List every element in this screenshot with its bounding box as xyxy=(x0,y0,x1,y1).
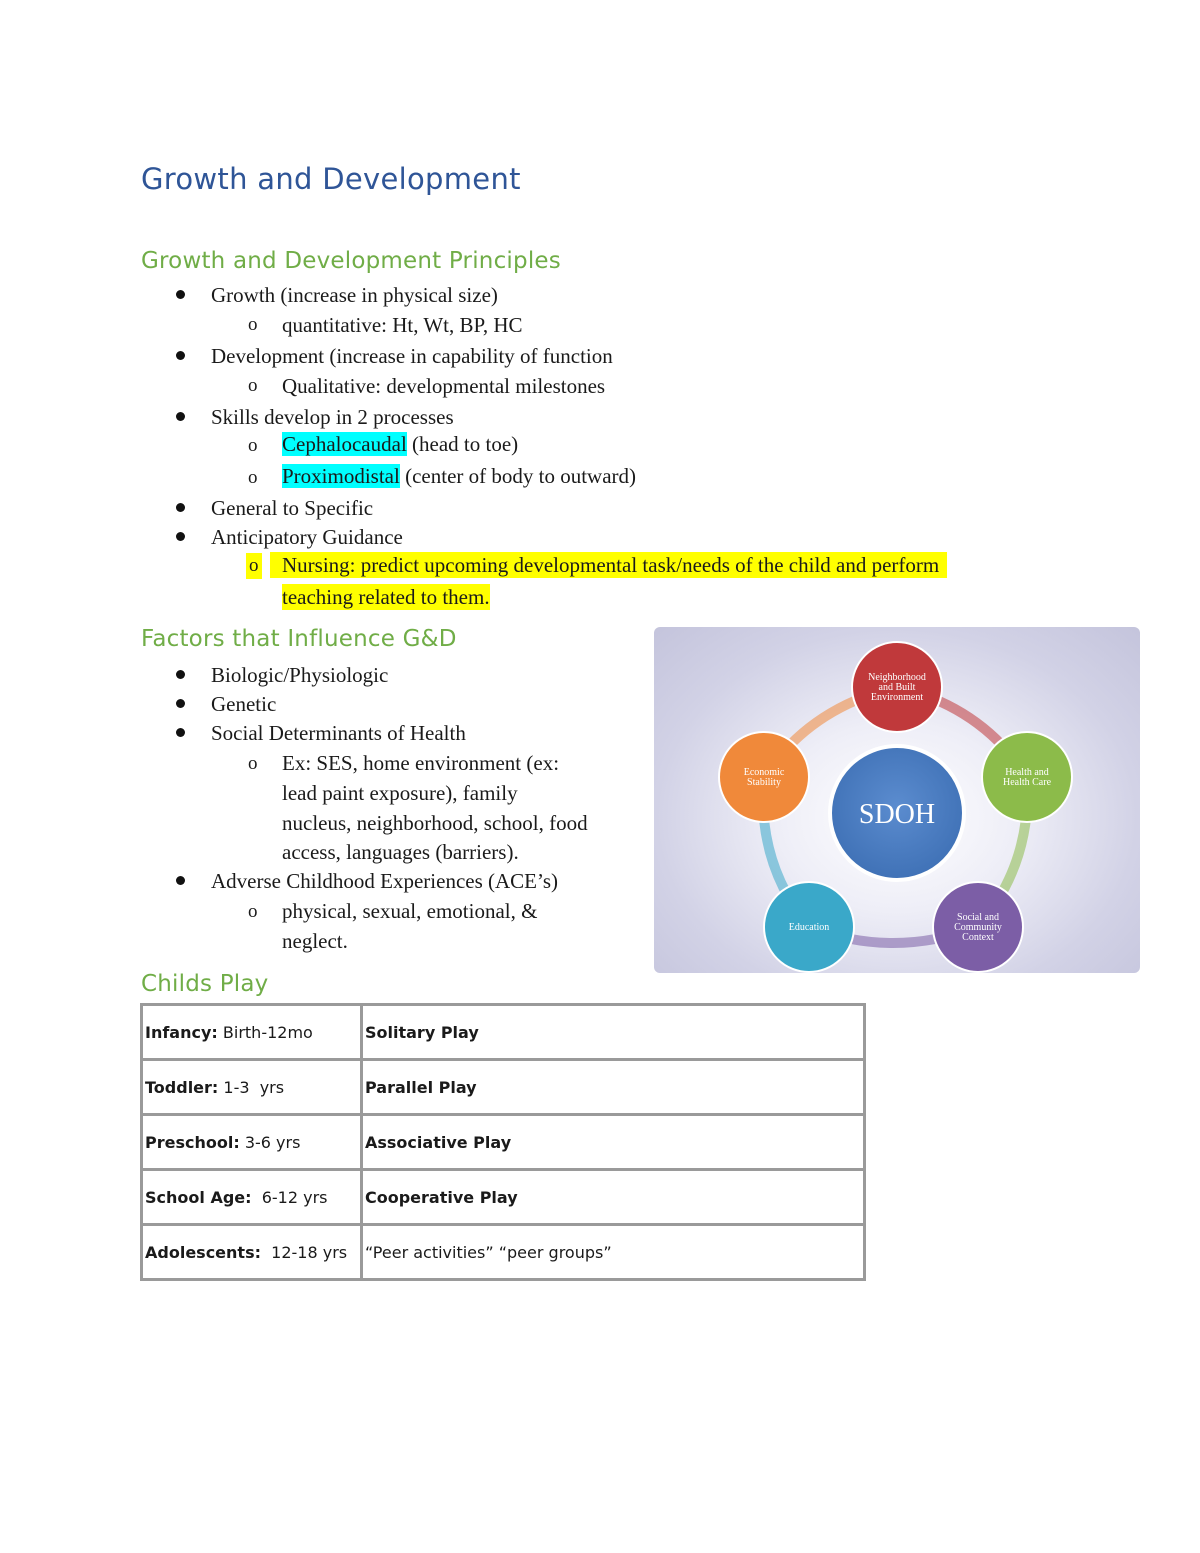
skills-item: Skills develop in 2 processes xyxy=(211,405,454,429)
play-type-cell xyxy=(362,1225,865,1280)
sdoh-node-label: Health Care xyxy=(1002,777,1052,788)
sub-bullet-icon: o xyxy=(248,753,258,774)
bullet-icon xyxy=(176,670,185,679)
play-type: Cooperative Play xyxy=(365,1187,518,1207)
proximodistal-text: (center of body to outward) xyxy=(399,464,637,488)
sub-bullet-icon: o xyxy=(248,467,258,488)
factor-sdoh: Social Determinants of Health xyxy=(211,721,466,745)
bullet-icon xyxy=(176,876,185,885)
cephalocaudal-text: (head to toe) xyxy=(406,432,519,456)
sdoh-example-line-4: access, languages (barriers). xyxy=(282,840,519,864)
anticipatory-item: Anticipatory Guidance xyxy=(211,525,403,549)
proximodistal-item xyxy=(282,463,636,489)
age-range: 12-18 yrs xyxy=(260,1242,348,1262)
age-cell xyxy=(142,1005,362,1060)
page-title: Growth and Development xyxy=(141,162,521,196)
sdoh-node-label: Neighborhood xyxy=(868,672,926,683)
table-row xyxy=(142,1170,865,1225)
play-type: Associative Play xyxy=(365,1132,512,1152)
sdoh-node-label: Economic xyxy=(743,767,785,778)
factor-genetic: Genetic xyxy=(211,692,277,716)
play-type: Parallel Play xyxy=(365,1077,477,1097)
development-item: Development (increase in capability of function xyxy=(211,344,613,368)
sub-bullet-icon: o xyxy=(248,435,258,456)
sub-bullet-icon: o xyxy=(246,553,262,579)
age-cell xyxy=(142,1060,362,1115)
sdoh-diagram xyxy=(654,627,1140,973)
table-row xyxy=(142,1005,865,1060)
ace-line-2: neglect. xyxy=(282,929,348,953)
sdoh-node-label: Community xyxy=(954,922,1002,933)
play-heading: Childs Play xyxy=(141,971,269,997)
play-type-cell xyxy=(362,1005,865,1060)
sub-bullet-icon: o xyxy=(248,314,258,335)
age-cell xyxy=(142,1225,362,1280)
age-label: Infancy: xyxy=(145,1022,218,1042)
bullet-icon xyxy=(176,699,185,708)
sdoh-example-line-1: Ex: SES, home environment (ex: xyxy=(282,751,560,775)
factor-biologic: Biologic/Physiologic xyxy=(211,663,389,687)
cephalocaudal-item xyxy=(282,431,518,457)
sdoh-example-line-2: lead paint exposure), family xyxy=(282,781,518,805)
play-type-cell xyxy=(362,1170,865,1225)
age-cell xyxy=(142,1115,362,1170)
nursing-line-1: Nursing: predict upcoming developmental task/needs of the child and perform xyxy=(270,552,947,578)
sdoh-node-label: Social and xyxy=(957,912,999,923)
play-type-cell xyxy=(362,1060,865,1115)
age-label: Toddler: xyxy=(145,1077,219,1097)
sdoh-node-label: and Built xyxy=(878,682,916,693)
growth-subitem: quantitative: Ht, Wt, BP, HC xyxy=(282,313,523,337)
sdoh-node-label: Health and xyxy=(1005,767,1049,778)
sdoh-node-label: Stability xyxy=(747,777,781,788)
bullet-icon xyxy=(176,503,185,512)
sdoh-node-label: Environment xyxy=(870,692,924,703)
age-cell xyxy=(142,1170,362,1225)
play-type: “Peer activities” “peer groups” xyxy=(365,1242,612,1262)
development-subitem: Qualitative: developmental milestones xyxy=(282,374,606,398)
table-row xyxy=(142,1115,865,1170)
factor-ace: Adverse Childhood Experiences (ACE’s) xyxy=(211,869,559,893)
age-range: 3-6 yrs xyxy=(239,1132,301,1152)
sub-bullet-icon: o xyxy=(248,375,258,396)
sdoh-node-label: Context xyxy=(962,932,994,943)
cephalocaudal-highlight: Cephalocaudal xyxy=(282,432,407,456)
play-table xyxy=(140,1003,866,1281)
bullet-icon xyxy=(176,728,185,737)
age-label: Preschool: xyxy=(145,1132,240,1152)
age-range: 6-12 yrs xyxy=(251,1187,328,1207)
age-label: School Age: xyxy=(145,1187,252,1207)
bullet-icon xyxy=(176,532,185,541)
sdoh-center-label: SDOH xyxy=(858,799,936,830)
play-type-cell xyxy=(362,1115,865,1170)
principles-heading: Growth and Development Principles xyxy=(141,248,561,274)
bullet-icon xyxy=(176,351,185,360)
nursing-line-2: teaching related to them. xyxy=(282,585,490,609)
proximodistal-highlight: Proximodistal xyxy=(282,464,400,488)
table-row xyxy=(142,1225,865,1280)
age-range: Birth-12mo xyxy=(217,1022,313,1042)
table-row xyxy=(142,1060,865,1115)
factors-heading: Factors that Influence G&D xyxy=(141,626,457,652)
sdoh-node-label: Education xyxy=(788,922,830,933)
bullet-icon xyxy=(176,290,185,299)
growth-item: Growth (increase in physical size) xyxy=(211,283,498,307)
bullet-icon xyxy=(176,412,185,421)
sdoh-diagram-svg xyxy=(654,627,1140,973)
sdoh-example-line-3: nucleus, neighborhood, school, food xyxy=(282,811,588,835)
sub-bullet-icon: o xyxy=(248,901,258,922)
play-type: Solitary Play xyxy=(365,1022,479,1042)
general-item: General to Specific xyxy=(211,496,374,520)
age-label: Adolescents: xyxy=(145,1242,261,1262)
ace-line-1: physical, sexual, emotional, & xyxy=(282,899,538,923)
age-range: 1-3 yrs xyxy=(218,1077,285,1097)
